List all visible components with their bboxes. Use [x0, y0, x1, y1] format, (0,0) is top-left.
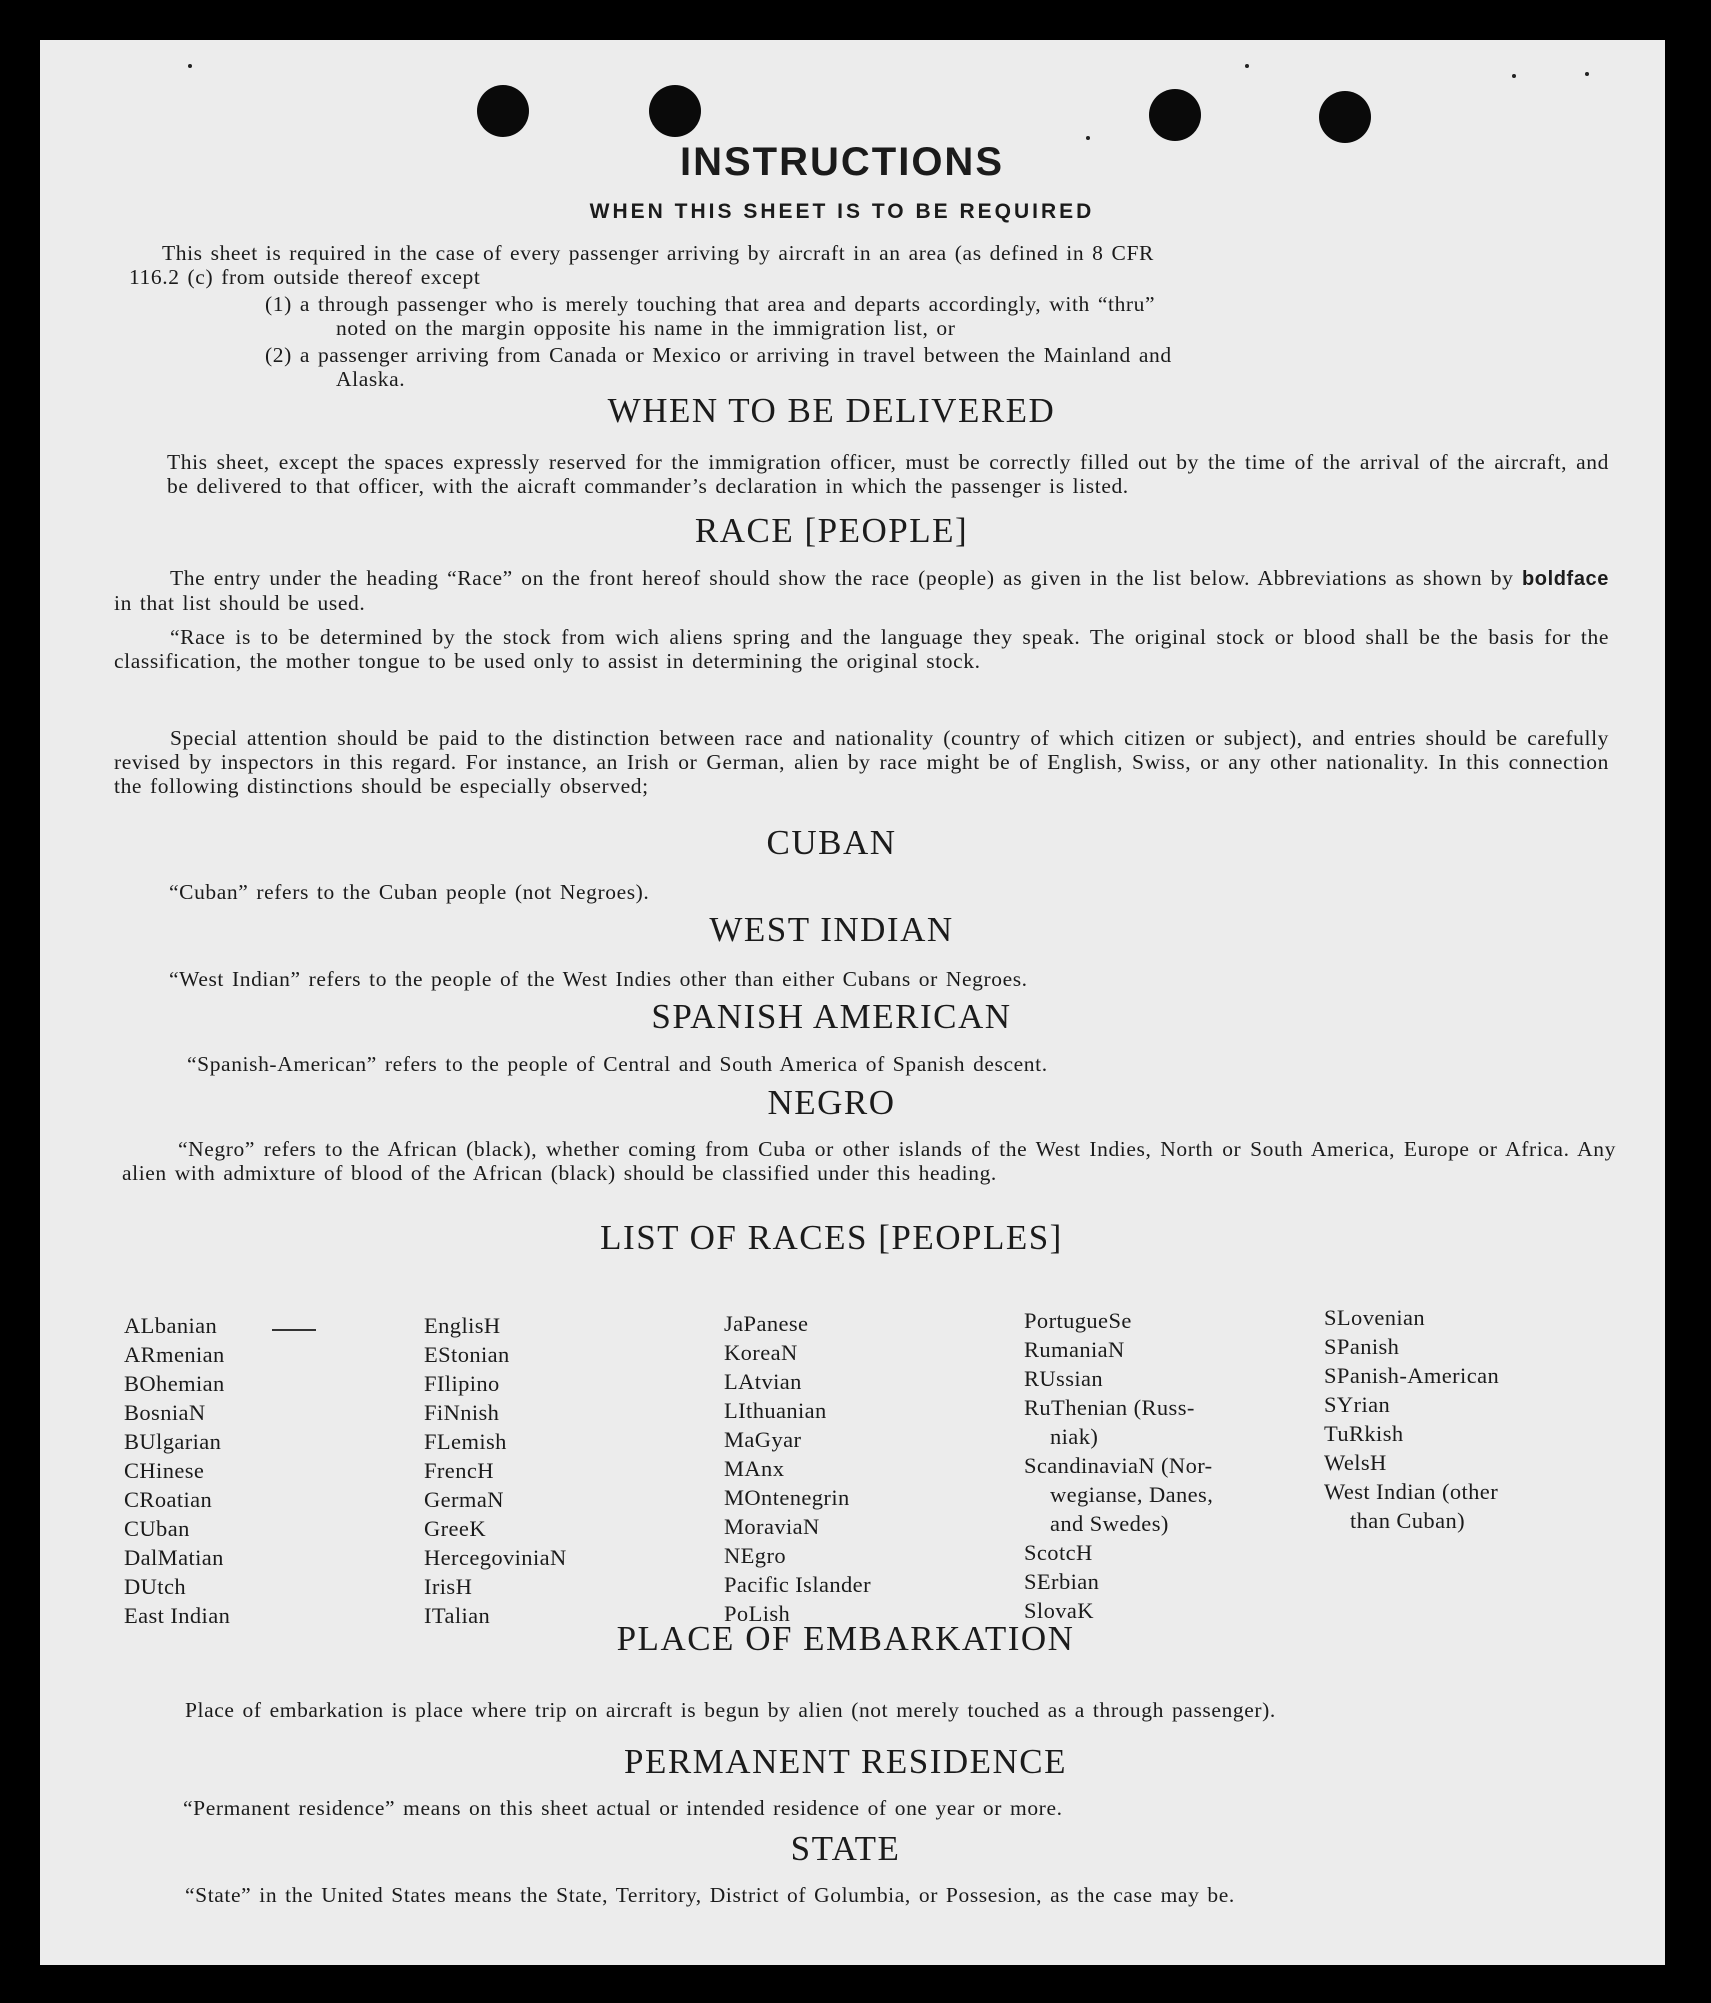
race-name-cont: and Swedes)	[1050, 1511, 1169, 1536]
page-subtitle: WHEN THIS SHEET IS TO BE REQUIRED	[589, 200, 1095, 223]
race-paragraph-1	[114, 566, 1609, 615]
race-name-cont: than Cuban)	[1350, 1508, 1465, 1533]
race-column-2	[424, 1311, 567, 1630]
race-paragraph-2: “Race is to be determined by the stock from wich aliens spring and the language they speak. The original stock or blood shall be the basis for the classification, the mother tongue to be used only to assist in determining the original stock.	[114, 625, 1609, 673]
race-name: MaGyar	[724, 1427, 802, 1452]
race-name: GreeK	[424, 1516, 486, 1541]
section-heading-west-indian: WEST INDIAN	[709, 910, 954, 949]
race-column-3	[724, 1309, 871, 1628]
page-title: INSTRUCTIONS	[680, 140, 1004, 184]
section-heading-negro: NEGRO	[767, 1083, 896, 1122]
race-name: MAnx	[724, 1456, 785, 1481]
race-name-cont: wegianse, Danes,	[1050, 1482, 1214, 1507]
race-name: ALbanian	[124, 1313, 218, 1338]
race-name: CUban	[124, 1516, 190, 1541]
race-name: DalMatian	[124, 1545, 224, 1570]
race-column-4	[1024, 1306, 1213, 1625]
race-name: NEgro	[724, 1543, 786, 1568]
section-heading-state: STATE	[790, 1829, 901, 1868]
race-name: CHinese	[124, 1458, 205, 1483]
section-heading-cuban: CUBAN	[766, 823, 897, 862]
race-name: FrencH	[424, 1458, 494, 1483]
race-name: SErbian	[1024, 1569, 1100, 1594]
exception-item-2-cont: Alaska.	[336, 367, 406, 391]
race-name: SlovaK	[1024, 1598, 1094, 1623]
required-intro	[129, 241, 1609, 391]
delivered-paragraph: This sheet, except the spaces expressly reserved for the immigration officer, must be correctly filled out by the time of the arrival of the aircraft, and be delivered to that officer, with the aicraft commander’s declaration in which the passenger is listed.	[167, 450, 1609, 498]
race-column-1	[124, 1311, 230, 1630]
exception-item-1-cont: noted on the margin opposite his name in the immigration list, or	[336, 316, 956, 340]
race-name: JaPanese	[724, 1311, 809, 1336]
race-name: WelsH	[1324, 1450, 1387, 1475]
race-name: ScandinaviaN (Nor-	[1024, 1453, 1213, 1478]
cuban-text: “Cuban” refers to the Cuban people (not Negroes).	[169, 880, 650, 904]
race-name: IrisH	[424, 1574, 473, 1599]
delivered-text	[114, 450, 1609, 498]
race-name: CRoatian	[124, 1487, 213, 1512]
exception-item-2: (2) a passenger arriving from Canada or Mexico or arriving in travel between the Mainland and	[265, 343, 1172, 367]
race-name: BosniaN	[124, 1400, 206, 1425]
race-name: FIlipino	[424, 1371, 500, 1396]
race-name: FLemish	[424, 1429, 507, 1454]
race-name: SLovenian	[1324, 1305, 1426, 1330]
punch-hole	[649, 85, 701, 137]
race-name-cont: niak)	[1050, 1424, 1099, 1449]
race-name: ScotcH	[1024, 1540, 1093, 1565]
race-name: KoreaN	[724, 1340, 798, 1365]
section-heading-embarkation: PLACE OF EMBARKATION	[616, 1619, 1075, 1658]
section-heading-race: RACE [PEOPLE]	[694, 511, 969, 550]
race-column-5	[1324, 1303, 1499, 1535]
exception-item-1: (1) a through passenger who is merely touching that area and departs accordingly, with “thru”	[265, 292, 1156, 316]
punch-hole	[1319, 91, 1371, 143]
residence-text: “Permanent residence” means on this sheet actual or intended residence of one year or more.	[183, 1796, 1063, 1820]
race-paragraph-3: Special attention should be paid to the distinction between race and nationality (country of which citizen or subject), and entries should be carefully revised by inspectors in this regard. For instance, an Irish or German, alien by race might be of English, Swiss, or any other nationality. In this connection the following distinctions should be especially observed;	[114, 726, 1609, 798]
required-intro-line-2: 116.2 (c) from outside thereof except	[129, 265, 481, 289]
race-name: West Indian (other	[1324, 1479, 1499, 1504]
race-name: PoLish	[724, 1601, 791, 1626]
race-name: LAtvian	[724, 1369, 802, 1394]
punch-hole	[477, 85, 529, 137]
scan-speck	[1245, 64, 1249, 68]
punch-hole	[1149, 89, 1201, 141]
race-name: FiNnish	[424, 1400, 500, 1425]
race-name: HercegoviniaN	[424, 1545, 567, 1570]
race-name: SPanish	[1324, 1334, 1400, 1359]
scan-speck	[1585, 72, 1589, 76]
race-name: SYrian	[1324, 1392, 1391, 1417]
embarkation-text: Place of embarkation is place where trip on aircraft is begun by alien (not merely touched as a through passenger).	[185, 1698, 1276, 1722]
race-p1-bold: boldface	[1521, 568, 1609, 590]
race-name: GermaN	[424, 1487, 504, 1512]
race-name: PortugueSe	[1024, 1308, 1132, 1333]
west-indian-text: “West Indian” refers to the people of the West Indies other than either Cubans or Negroes.	[169, 967, 1028, 991]
section-heading-races: LIST OF RACES [PEOPLES]	[600, 1218, 1063, 1257]
section-heading-delivered: WHEN TO BE DELIVERED	[607, 391, 1056, 430]
race-name: DUtch	[124, 1574, 186, 1599]
race-name: RUssian	[1024, 1366, 1104, 1391]
race-name: ITalian	[424, 1603, 491, 1628]
section-heading-spanish-american: SPANISH AMERICAN	[651, 997, 1012, 1036]
scan-speck	[188, 64, 192, 68]
race-name: East Indian	[124, 1603, 231, 1628]
negro-text: “Negro” refers to the African (black), whether coming from Cuba or other islands of the West Indies, North or South America, Europe or Africa. Any alien with admixture of blood of the African (black) should be classified under this heading.	[122, 1137, 1616, 1185]
race-name: BUlgarian	[124, 1429, 222, 1454]
section-heading-residence: PERMANENT RESIDENCE	[623, 1742, 1067, 1781]
scan-speck	[1512, 74, 1516, 78]
race-p1-end: in that list should be used.	[114, 591, 366, 615]
required-intro-line-1: This sheet is required in the case of every passenger arriving by aircraft in an area (as defined in 8 CFR	[162, 241, 1154, 265]
race-name: TuRkish	[1324, 1421, 1404, 1446]
race-name: BOhemian	[124, 1371, 225, 1396]
race-name: EnglisH	[424, 1313, 501, 1338]
race-name: SPanish-American	[1324, 1363, 1500, 1388]
race-name: MOntenegrin	[724, 1485, 850, 1510]
race-name: LIthuanian	[724, 1398, 827, 1423]
race-name: Pacific Islander	[724, 1572, 871, 1597]
race-name: MoraviaN	[724, 1514, 820, 1539]
document-page	[40, 40, 1665, 1965]
race-name: RumaniaN	[1024, 1337, 1125, 1362]
spanish-american-text: “Spanish-American” refers to the people of Central and South America of Spanish descent.	[187, 1052, 1048, 1076]
state-text: “State” in the United States means the State, Territory, District of Golumbia, or Possesion, as the case may be.	[185, 1883, 1235, 1907]
race-name: EStonian	[424, 1342, 510, 1367]
race-name: ARmenian	[124, 1342, 225, 1367]
pen-mark	[272, 1329, 316, 1331]
race-p1-text: The entry under the heading “Race” on the front hereof should show the race (people) as given in the list below. Abbreviations as shown by	[170, 566, 1514, 590]
race-name: RuThenian (Russ-	[1024, 1395, 1195, 1420]
